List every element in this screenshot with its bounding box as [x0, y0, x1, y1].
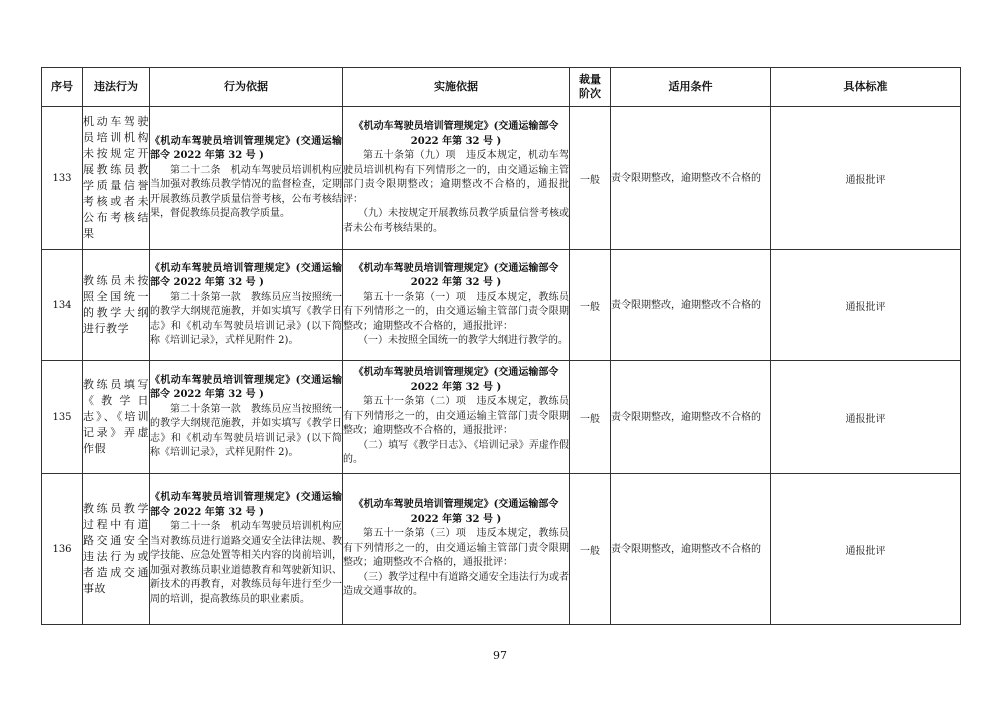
- violation-act: 机动车驾驶员培训机构未按规定开展教练员教学质量信誉考核或者未公布考核结果: [83, 107, 150, 250]
- impl-regulation: 《机动车驾驶员培训管理规定》(交通运输部令 2022 年第 32 号 ): [353, 367, 559, 393]
- impl-item: （三）教学过程中有道路交通安全违法行为或者造成交通事故的。: [343, 571, 569, 598]
- discretion-level: 一般: [570, 250, 611, 361]
- implementation-basis: [343, 250, 570, 361]
- applicable-condition: 责令限期整改，逾期整改不合格的: [611, 361, 771, 474]
- table-row: [42, 361, 961, 474]
- impl-text: 第五十一条第（二）项 违反本规定，教练员有下列情形之一的，由交通运输主管部门责令限期整改；逾期整改不合格的，通报批评：: [343, 396, 569, 437]
- basis-text: 第二十条第一款 教练员应当按照统一的教学大纲规范施教，并如实填写《教学日志》和《机动车驾驶员培训记录》(以下简称《培训记录》，式样见附件 2)。: [150, 291, 342, 346]
- applicable-condition: 责令限期整改，逾期整改不合格的: [611, 250, 771, 361]
- header-discretion: 裁量阶次: [570, 68, 611, 107]
- impl-text: 第五十条第（九）项 违反本规定，机动车驾驶员培训机构有下列情形之一的，由交通运输主管部门责令限期整改；逾期整改不合格的，通报批评：: [343, 150, 569, 205]
- discretion-level: 一般: [570, 361, 611, 474]
- applicable-condition: 责令限期整改，逾期整改不合格的: [611, 107, 771, 250]
- row-number: 135: [42, 361, 83, 474]
- header-basis: 行为依据: [150, 68, 343, 107]
- table-row: [42, 250, 961, 361]
- header-std: 具体标准: [771, 68, 961, 107]
- basis-text: 第二十二条 机动车驾驶员培训机构应当加强对教练员教学情况的监督检查，定期开展教练员教学质量信誉考核，公布考核结果，督促教练员提高教学质量。: [150, 164, 342, 219]
- discretion-level: 一般: [570, 107, 611, 250]
- header-row: [42, 68, 961, 107]
- header-act: 违法行为: [83, 68, 150, 107]
- row-number: 133: [42, 107, 83, 250]
- violation-act: 教练员教学过程中有道路交通安全违法行为或者造成交通事故: [83, 474, 150, 625]
- implementation-basis: [343, 361, 570, 474]
- specific-standard: 通报批评: [771, 107, 961, 250]
- impl-regulation: 《机动车驾驶员培训管理规定》(交通运输部令 2022 年第 32 号 ): [353, 499, 559, 525]
- legal-basis: [150, 250, 343, 361]
- basis-regulation: 《机动车驾驶员培训管理规定》(交通运输部令 2022 年第 32 号 ): [150, 374, 342, 400]
- basis-regulation: 《机动车驾驶员培训管理规定》(交通运输部令 2022 年第 32 号 ): [150, 135, 342, 161]
- enforcement-table: [41, 67, 961, 625]
- violation-act: 教练员填写《教学日志》、《培训记录》弄虚作假: [83, 361, 150, 474]
- page-number: 97: [493, 649, 507, 662]
- applicable-condition: 责令限期整改，逾期整改不合格的: [611, 474, 771, 625]
- legal-basis: [150, 474, 343, 625]
- violation-act: 教练员未按照全国统一的教学大纲进行教学: [83, 250, 150, 361]
- impl-item: （二）填写《教学日志》、《培训记录》弄虚作假的。: [343, 439, 569, 466]
- specific-standard: 通报批评: [771, 474, 961, 625]
- impl-item: （一）未按照全国统一的教学大纲进行教学的。: [358, 335, 568, 346]
- impl-regulation: 《机动车驾驶员培训管理规定》(交通运输部令 2022 年第 32 号 ): [353, 262, 559, 288]
- header-cond: 适用条件: [611, 68, 771, 107]
- specific-standard: 通报批评: [771, 250, 961, 361]
- impl-regulation: 《机动车驾驶员培训管理规定》(交通运输部令 2022 年第 32 号 ): [353, 121, 559, 147]
- specific-standard: 通报批评: [771, 361, 961, 474]
- row-number: 134: [42, 250, 83, 361]
- table-row: [42, 474, 961, 625]
- discretion-level: 一般: [570, 474, 611, 625]
- header-impl: 实施依据: [343, 68, 570, 107]
- basis-text: 第二十一条 机动车驾驶员培训机构应当对教练员进行道路交通安全法律法规、教学技能、应急处置等相关内容的岗前培训，加强对教练员职业道德教育和驾驶新知识、新技术的再教育，对教练员每年进行至少一周的培训，提高教练员的职业素质。: [150, 521, 342, 605]
- table-row: [42, 107, 961, 250]
- basis-text: 第二十条第一款 教练员应当按照统一的教学大纲规范施教，并如实填写《教学日志》和《机动车驾驶员培训记录》(以下简称《培训记录》，式样见附件 2)。: [150, 403, 342, 458]
- implementation-basis: [343, 107, 570, 250]
- legal-basis: [150, 361, 343, 474]
- row-number: 136: [42, 474, 83, 625]
- impl-item: （九）未按规定开展教练员教学质量信誉考核或者未公布考核结果的。: [343, 208, 569, 234]
- legal-basis: [150, 107, 343, 250]
- impl-text: 第五十一条第（三）项 违反本规定，教练员有下列情形之一的，由交通运输主管部门责令限期整改；逾期整改不合格的，通报批评：: [343, 528, 569, 569]
- basis-regulation: 《机动车驾驶员培训管理规定》(交通运输部令 2022 年第 32 号 ): [150, 262, 342, 288]
- header-no: 序号: [42, 68, 83, 107]
- basis-regulation: 《机动车驾驶员培训管理规定》(交通运输部令 2022 年第 32 号 ): [150, 492, 342, 518]
- impl-text: 第五十一条第（一）项 违反本规定，教练员有下列情形之一的，由交通运输主管部门责令限期整改；逾期整改不合格的，通报批评：: [343, 291, 569, 332]
- implementation-basis: [343, 474, 570, 625]
